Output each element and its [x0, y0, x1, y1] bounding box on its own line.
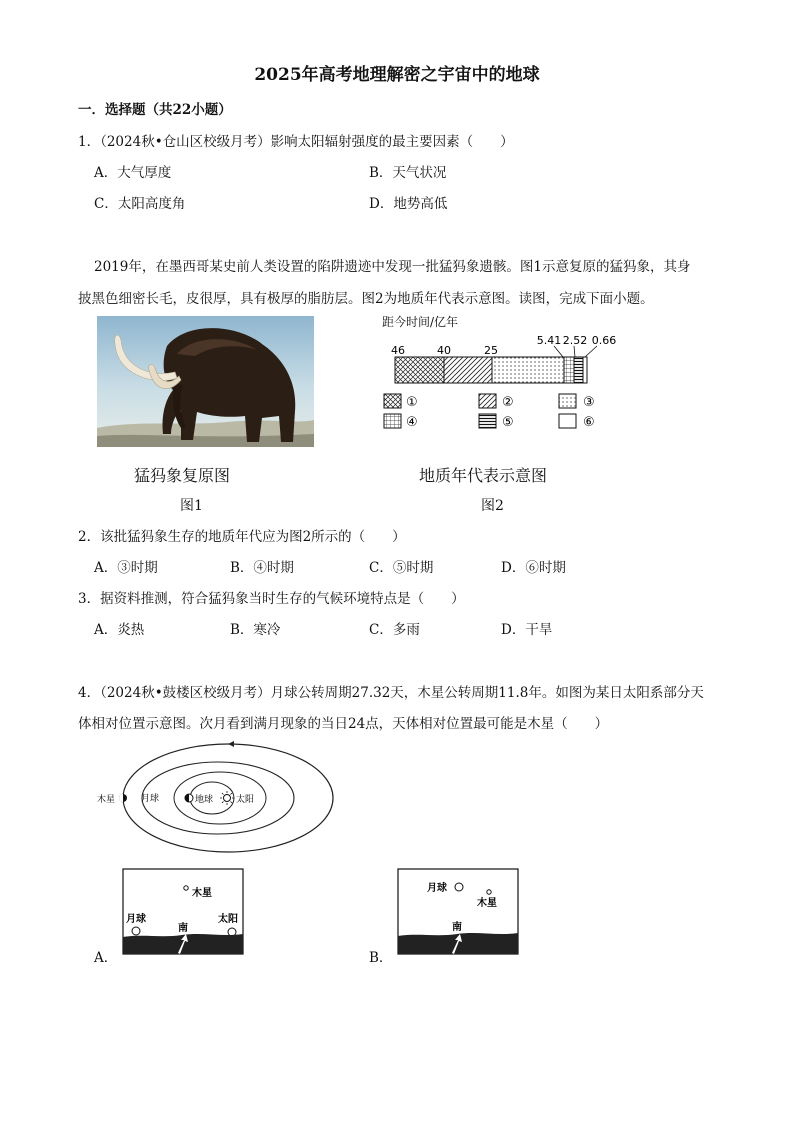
legend-label-3: ③: [583, 395, 595, 410]
legend-label-6: ⑥: [583, 415, 595, 430]
legend-swatch-4: [384, 414, 401, 428]
q1-option-b[interactable]: B．天气状况: [369, 165, 447, 181]
era-segment-5: [574, 357, 583, 383]
q4-option-b-image[interactable]: [397, 868, 519, 955]
question-4-line-2: 体相对位置示意图。次月看到满月现象的当日24点，天体相对位置最可能是木星（ ）: [78, 716, 609, 732]
tick-label-5-41: 5.41: [536, 334, 562, 347]
q4b-south-label: 南: [452, 922, 462, 933]
q4a-sun-label: 太阳: [218, 914, 238, 925]
q4a-south-label: 南: [178, 923, 188, 934]
era-segment-1: [395, 357, 444, 383]
legend-label-2: ②: [502, 395, 514, 410]
orbit-label-jupiter: 木星: [97, 795, 116, 805]
section-heading: 一．选择题（共22小题）: [78, 102, 232, 118]
tick-label-46: 46: [391, 344, 405, 357]
q4a-jupiter-label: 木星: [192, 888, 212, 899]
legend-swatch-2: [479, 394, 496, 408]
orbit-label-moon: 月球: [141, 794, 160, 804]
tick-label-0-66: 0.66: [591, 334, 617, 347]
question-4-line-1: 4．（2024秋•鼓楼区校级月考）月球公转周期27.32天，木星公转周期11.8年。如图为某日太阳系部分天: [78, 685, 704, 701]
q4b-jupiter-label: 木星: [477, 898, 497, 909]
q1-option-c[interactable]: C．太阳高度角: [94, 196, 186, 212]
q3-option-a[interactable]: A．炎热: [94, 622, 145, 638]
earth-orbit: [142, 762, 294, 834]
mammoth-image: [97, 316, 314, 447]
material-line-1: 2019年，在墨西哥某史前人类设置的陷阱遗迹中发现一批猛犸象遗骸。图1示意复原的猛犸象，其身: [94, 259, 691, 275]
era-segment-3: [492, 357, 564, 383]
tick-label-2-52: 2.52: [562, 334, 588, 347]
orbit-label-sun: 太阳: [236, 795, 255, 805]
q1-option-a[interactable]: A．大气厚度: [94, 165, 172, 181]
sun-icon: [224, 795, 231, 802]
geologic-time-chart: [378, 312, 628, 434]
era-segment-2: [444, 357, 492, 383]
page-title: 2025年高考地理解密之宇宙中的地球: [254, 65, 540, 85]
q1-option-d[interactable]: D．地势高低: [369, 196, 448, 212]
figure-1-caption: 猛犸象复原图: [134, 466, 231, 485]
question-1-stem: 1．（2024秋•仓山区校级月考）影响太阳辐射强度的最主要因素（ ）: [78, 134, 514, 150]
axis-title: 距今时间/亿年: [382, 315, 459, 329]
orbit-label-earth: 地球: [195, 795, 214, 805]
figure-1-label: 图1: [180, 498, 203, 514]
figure-2-label: 图2: [481, 498, 504, 514]
q3-option-d[interactable]: D．干旱: [501, 622, 553, 638]
q2-option-d[interactable]: D．⑥时期: [501, 560, 566, 576]
q2-option-b[interactable]: B．④时期: [230, 560, 294, 576]
question-3-stem: 3．据资料推测，符合猛犸象当时生存的气候环境特点是（ ）: [78, 591, 465, 607]
legend-swatch-6: [559, 414, 576, 428]
q4a-moon-label: 月球: [126, 914, 146, 925]
q2-option-a[interactable]: A．③时期: [94, 560, 158, 576]
q4-option-b-letter[interactable]: B．: [369, 950, 393, 966]
q4-option-a-image[interactable]: [122, 868, 244, 955]
legend-swatch-1: [384, 394, 401, 408]
legend-label-4: ④: [406, 415, 418, 430]
q4b-moon-label: 月球: [427, 883, 447, 894]
q2-option-c[interactable]: C．⑤时期: [369, 560, 434, 576]
q3-option-c[interactable]: C．多雨: [369, 622, 420, 638]
question-2-stem: 2．该批猛犸象生存的地质年代应为图2所示的（ ）: [78, 529, 406, 545]
orbit-diagram: [94, 740, 354, 860]
era-segment-4: [564, 357, 574, 383]
figure-2-caption: 地质年代表示意图: [419, 466, 548, 485]
q3-option-b[interactable]: B．寒冷: [230, 622, 281, 638]
legend-label-5: ⑤: [502, 415, 514, 430]
era-segment-6: [583, 357, 587, 383]
tick-label-40: 40: [437, 344, 451, 357]
legend-label-1: ①: [406, 395, 418, 410]
tick-label-25: 25: [484, 344, 498, 357]
q4-option-a-letter[interactable]: A．: [94, 950, 118, 966]
material-line-2: 披黑色细密长毛，皮很厚，具有极厚的脂肪层。图2为地质年代表示意图。读图，完成下面小题。: [78, 291, 654, 307]
legend-swatch-5: [479, 414, 496, 428]
legend-swatch-3: [559, 394, 576, 408]
